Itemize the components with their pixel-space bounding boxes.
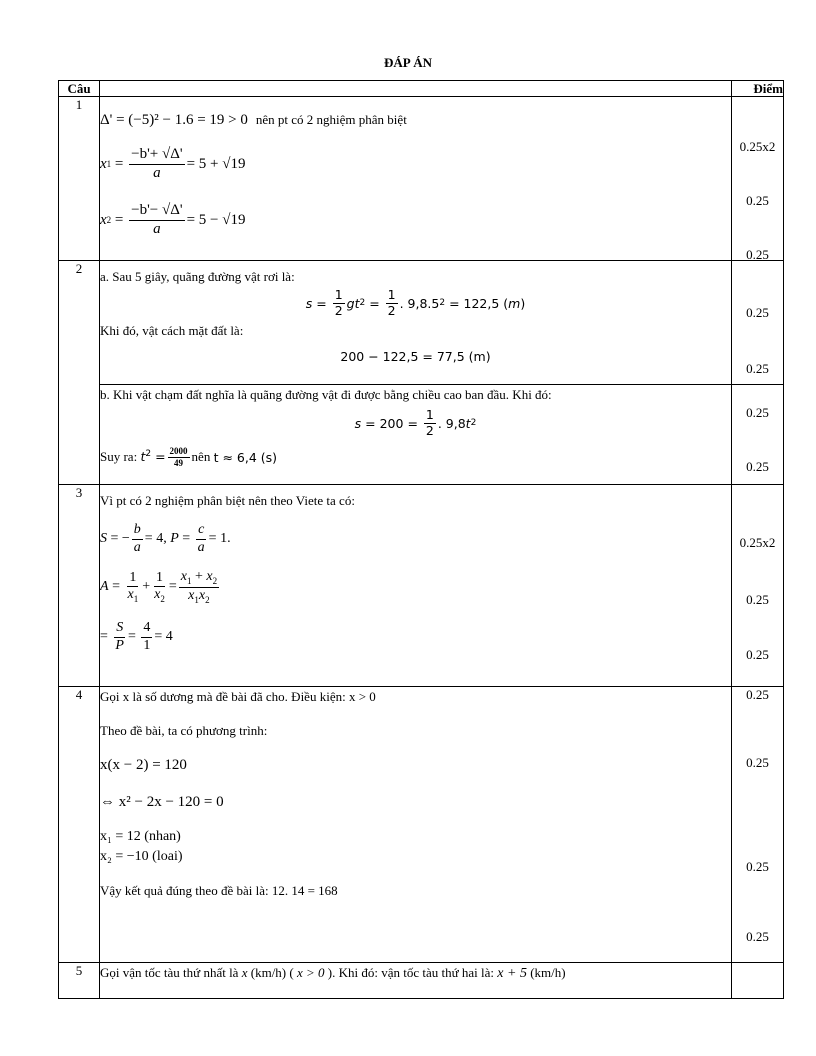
q2-b-frac-num: 2000 [169, 446, 188, 457]
q4-line1: Gọi x là số dương mà đề bài đã cho. Điều kiện: x > 0 [100, 689, 376, 704]
q4-eq2: ⇔ x² − 2x − 120 = 0 [100, 794, 224, 810]
q4-sol2: x₂ = −10 (loai) [100, 849, 183, 864]
q1-x1-numerator: −b'+ √Δ' [129, 146, 184, 164]
answer-table [58, 80, 784, 999]
question-number: 3 [59, 485, 100, 687]
q1-x1-denominator: a [153, 164, 161, 181]
page-title: ĐÁP ÁN [383, 55, 433, 70]
q5-pre: Gọi vận tốc tàu thứ nhất là [100, 965, 239, 980]
q3-point-1: 0.25x2 [739, 535, 776, 550]
q2-point-1: 0.25 [746, 305, 769, 320]
question-number: 5 [59, 963, 100, 999]
q3-point-3: 0.25 [746, 647, 769, 662]
q1-delta-text: nên pt có 2 nghiệm phân biệt [255, 112, 407, 127]
q4-line2: Theo đề bài, ta có phương trình: [100, 723, 268, 738]
q4-conclusion: Vậy kết quả đúng theo đề bài là: 12. 14 = 168 [100, 883, 338, 898]
q4-point-2: 0.25 [746, 755, 769, 770]
q2-a-text2: Khi đó, vật cách mặt đất là: [100, 323, 244, 338]
q5-cond: x > 0 [296, 965, 325, 980]
q2-b-nen: nên [191, 449, 211, 464]
table-row-q2b: b. Khi vật chạm đất nghĩa là quãng đường vật đi được bằng chiều cao ban đầu. Khi đó: s = 200 = $\frac{1}{2}$ . 9,8 t 2 Suy ra: $t^2$ = $\frac{2000}{49}$ nên t ≈ 6,4 (s) 0.25 0.25 [59, 385, 784, 485]
q1-point-2: 0.25 [746, 193, 769, 208]
q2-point-2: 0.25 [746, 361, 769, 376]
q5-var: x [241, 965, 248, 980]
q2-point-3: 0.25 [746, 405, 769, 420]
q5-mid1: (km/h) ( [250, 965, 294, 980]
q1-delta-formula: Δ' = (−5)² − 1.6 = 19 > 0 [100, 111, 248, 128]
q2-b-result: t ≈ 6,4 (s) [213, 449, 278, 465]
question-number: 1 [59, 97, 100, 261]
q2-a-text: a. Sau 5 giây, quãng đường vật rơi là: [100, 269, 295, 284]
q4-eq1: x(x − 2) = 120 [100, 757, 187, 773]
q1-x1-result: = 5 + √19 [186, 155, 246, 172]
table-row-q5 [59, 963, 784, 999]
table-row-q4 [59, 687, 784, 963]
q3-point-2: 0.25 [746, 592, 769, 607]
table-header-row [59, 81, 784, 97]
q1-x2-denominator: a [153, 220, 161, 237]
q2-a-formula2: 200 − 122,5 = 77,5 (m) [340, 348, 491, 364]
q5-mid2: ). Khi đó: vận tốc tàu thứ hai là: [327, 965, 495, 980]
q1-point-3: 0.25 [746, 247, 769, 262]
q5-expr: x + 5 [497, 966, 527, 981]
q2-b-suyra: Suy ra: [100, 449, 138, 464]
q4-point-1: 0.25 [746, 687, 769, 702]
question-number: 4 [59, 687, 100, 963]
table-row-q1: 1 Δ' = (−5)² − 1.6 = 19 > 0 nên pt có 2 nghiệm phân biệt x 1 = $\frac{-b'+ √\Delta'}{a}$ = 5 + √19 x 2 = $\frac{-b'- √\Delta'}{a}$ = 5 − √19 0.25x2 0.25 0.25 [59, 97, 784, 261]
q2-point-4: 0.25 [746, 459, 769, 474]
q2-b-text: b. Khi vật chạm đất nghĩa là quãng đường vật đi được bằng chiều cao ban đầu. Khi đó: [100, 387, 552, 402]
q1-point-1: 0.25x2 [739, 139, 776, 154]
q4-point-3: 0.25 [746, 859, 769, 874]
q4-sol1: x₁ = 12 (nhan) [100, 829, 181, 844]
question-number: 2 [59, 261, 100, 485]
q4-point-4: 0.25 [746, 929, 769, 944]
table-row-q3: 3 Vì pt có 2 nghiệm phân biệt nên theo Viete ta có: S = − $\frac{b}{a}$ = 4, P = $\frac{c}{a}$ = 1. A = $\frac{1}{x_1}$ + $\frac{1}{x_2}$ = $\frac{x_1 + x_2}{x_1x_2}$ = $\frac{S}{P}$ = $\frac{4}{1}$ = 4 0.25x2 0.25 0.25 [59, 485, 784, 687]
header-cau: Câu [59, 81, 100, 97]
q3-intro: Vì pt có 2 nghiệm phân biệt nên theo Viete ta có: [100, 493, 355, 508]
q1-x2-result: = 5 − √19 [186, 211, 246, 228]
q2-b-frac-den: 49 [174, 457, 184, 468]
q5-post: (km/h) [530, 965, 566, 980]
header-diem: Điểm [732, 81, 784, 97]
table-row-q2a: 2 a. Sau 5 giây, quãng đường vật rơi là: s = $\frac{1}{2}$ gt 2 = $\frac{1}{2}$ . 9,8.5 2 = 122,5 ( m ) Khi đó, vật cách mặt đất là: 200 − 122,5 = 77,5 (m) 0.25 0.25 [59, 261, 784, 385]
q1-x2-numerator: −b'− √Δ' [129, 202, 184, 220]
